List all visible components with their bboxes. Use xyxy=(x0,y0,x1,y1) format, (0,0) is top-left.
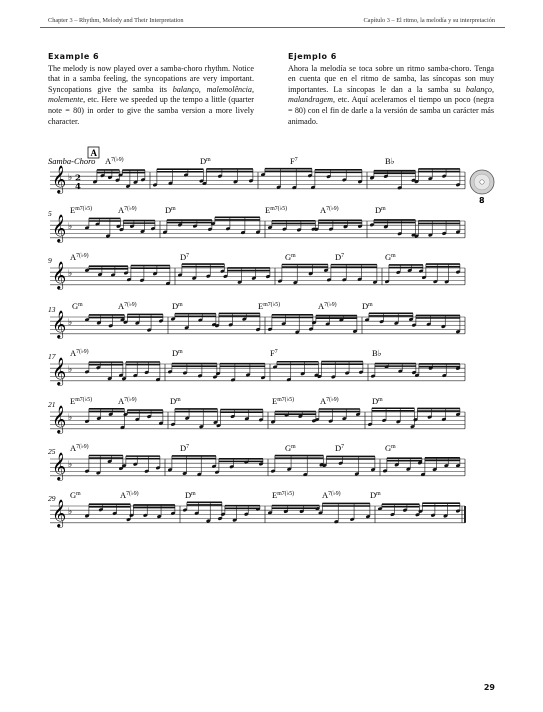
chord-symbol: $E^{m7(♭5)}$ xyxy=(70,396,93,406)
measure-number: 29 xyxy=(48,494,56,503)
treble-clef: 𝄞 xyxy=(52,405,67,433)
key-signature-flat: ♭ xyxy=(68,222,73,232)
chord-symbol: $D^m$ xyxy=(372,396,383,406)
treble-clef: 𝄞 xyxy=(52,357,67,385)
chord-symbol: $D^7$ xyxy=(335,443,345,453)
key-signature-flat: ♭ xyxy=(68,269,73,279)
chord-symbol: B♭ xyxy=(372,348,382,358)
rehearsal-mark: A xyxy=(90,148,97,158)
treble-clef: 𝄞 xyxy=(52,261,67,289)
chord-symbol: $E^{m7(♭5)}$ xyxy=(272,490,295,500)
chord-symbol: $G^m$ xyxy=(385,443,396,453)
treble-clef: 𝄞 xyxy=(52,452,67,480)
chord-symbol: $E^{m7(♭5)}$ xyxy=(258,301,281,311)
style-marking: Samba-Choro xyxy=(48,156,96,166)
chord-symbol: $D^m$ xyxy=(200,156,211,166)
running-header-right: Capítulo 3 – El ritmo, la melodía y su interpretación xyxy=(363,17,495,24)
chord-symbol: $A^{7(♭9)}$ xyxy=(70,443,89,453)
measure-number: 13 xyxy=(48,305,56,314)
example-title-spanish: Ejemplo 6 xyxy=(288,52,337,61)
chord-symbol: $G^m$ xyxy=(72,301,83,311)
treble-clef: 𝄞 xyxy=(52,214,67,242)
example-title-english: Example 6 xyxy=(48,52,100,61)
chord-symbol: $F^7$ xyxy=(270,348,278,358)
english-body-b: , etc. Here we speeded up the tempo a little (quarter note = 80) in order to give the samba version a more lively character. xyxy=(48,95,254,126)
key-signature-flat: ♭ xyxy=(68,507,73,517)
track-number: 8 xyxy=(479,196,485,205)
chord-symbol: $D^m$ xyxy=(185,490,196,500)
measure-number: 25 xyxy=(48,447,56,456)
cd-icon-hole xyxy=(480,180,484,184)
chord-symbol: $D^m$ xyxy=(165,205,176,215)
chord-symbol: $F^7$ xyxy=(290,156,298,166)
chord-symbol: $G^m$ xyxy=(285,252,296,262)
chord-symbol: $A^{7(♭9)}$ xyxy=(120,490,139,500)
spanish-body-a: Ahora la melodía se toca sobre un ritmo samba-choro. Tenga en cuenta que en el ritmo de samba, las síncopas son muy importantes. La síncopas le dan a la samba su xyxy=(288,63,494,94)
chord-symbol: $A^{7(♭9)}$ xyxy=(320,205,339,215)
chord-symbol: $G^m$ xyxy=(285,443,296,453)
key-signature-flat: ♭ xyxy=(68,460,73,470)
chord-symbol: $D^m$ xyxy=(172,301,183,311)
chord-symbol: $D^m$ xyxy=(362,301,373,311)
time-signature-top: 2 xyxy=(75,173,81,184)
chord-symbol: $A^{7(♭9)}$ xyxy=(118,205,137,215)
chord-symbol: $D^7$ xyxy=(180,443,190,453)
key-signature-flat: ♭ xyxy=(68,318,73,328)
chord-symbol: $D^m$ xyxy=(375,205,386,215)
chord-symbol: $A^{7(♭9)}$ xyxy=(318,301,337,311)
measure-number: 5 xyxy=(48,209,52,218)
chord-symbol: $D^7$ xyxy=(180,252,190,262)
chord-symbol: $D^7$ xyxy=(335,252,345,262)
running-header-left: Chapter 3 – Rhythm, Melody and Their Interpretation xyxy=(48,17,184,24)
key-signature-flat: ♭ xyxy=(68,413,73,423)
chord-symbol: $G^m$ xyxy=(70,490,81,500)
spanish-italic-terms: balanço, malandragem xyxy=(288,84,494,105)
chord-symbol: $D^m$ xyxy=(370,490,381,500)
chord-symbol: $A^{7(♭9)}$ xyxy=(118,396,137,406)
chord-symbol: $E^{m7(♭5)}$ xyxy=(272,396,295,406)
chord-symbol: $A^{7(♭9)}$ xyxy=(105,156,124,166)
time-signature-bottom: 4 xyxy=(75,181,81,192)
key-signature-flat: ♭ xyxy=(68,173,73,183)
chord-symbol: $G^m$ xyxy=(385,252,396,262)
measure-number: 9 xyxy=(48,256,52,265)
chord-symbol: $D^m$ xyxy=(170,396,181,406)
chord-symbol: $D^m$ xyxy=(172,348,183,358)
treble-clef: 𝄞 xyxy=(52,310,67,338)
spanish-body-b: , etc. Aquí aceleramos el tiempo un poco (negra = 80) con el fin de darle a la versión de samba un carácter más animado. xyxy=(288,95,494,126)
measure-number: 17 xyxy=(48,352,56,361)
page-number: 29 xyxy=(483,683,495,692)
english-body-a: The melody is now played over a samba-choro rhythm. Notice that in a samba feeling, the syncopations are very important. Syncopations give the samba its xyxy=(48,63,254,94)
chord-symbol: $A^{7(♭9)}$ xyxy=(322,490,341,500)
chord-symbol: $E^{m7(♭5)}$ xyxy=(265,205,288,215)
treble-clef: 𝄞 xyxy=(52,499,67,527)
chord-symbol: $A^{7(♭9)}$ xyxy=(118,301,137,311)
measure-number: 21 xyxy=(48,400,56,409)
chord-symbol: $E^{m7(♭5)}$ xyxy=(70,205,93,215)
key-signature-flat: ♭ xyxy=(68,365,73,375)
chord-symbol: B♭ xyxy=(385,156,395,166)
treble-clef: 𝄞 xyxy=(52,165,67,193)
english-italic-terms: balanço, malemolência, molemente xyxy=(48,84,254,105)
chord-symbol: $A^{7(♭9)}$ xyxy=(70,252,89,262)
chord-symbol: $A^{7(♭9)}$ xyxy=(320,396,339,406)
chord-symbol: $A^{7(♭9)}$ xyxy=(70,348,89,358)
